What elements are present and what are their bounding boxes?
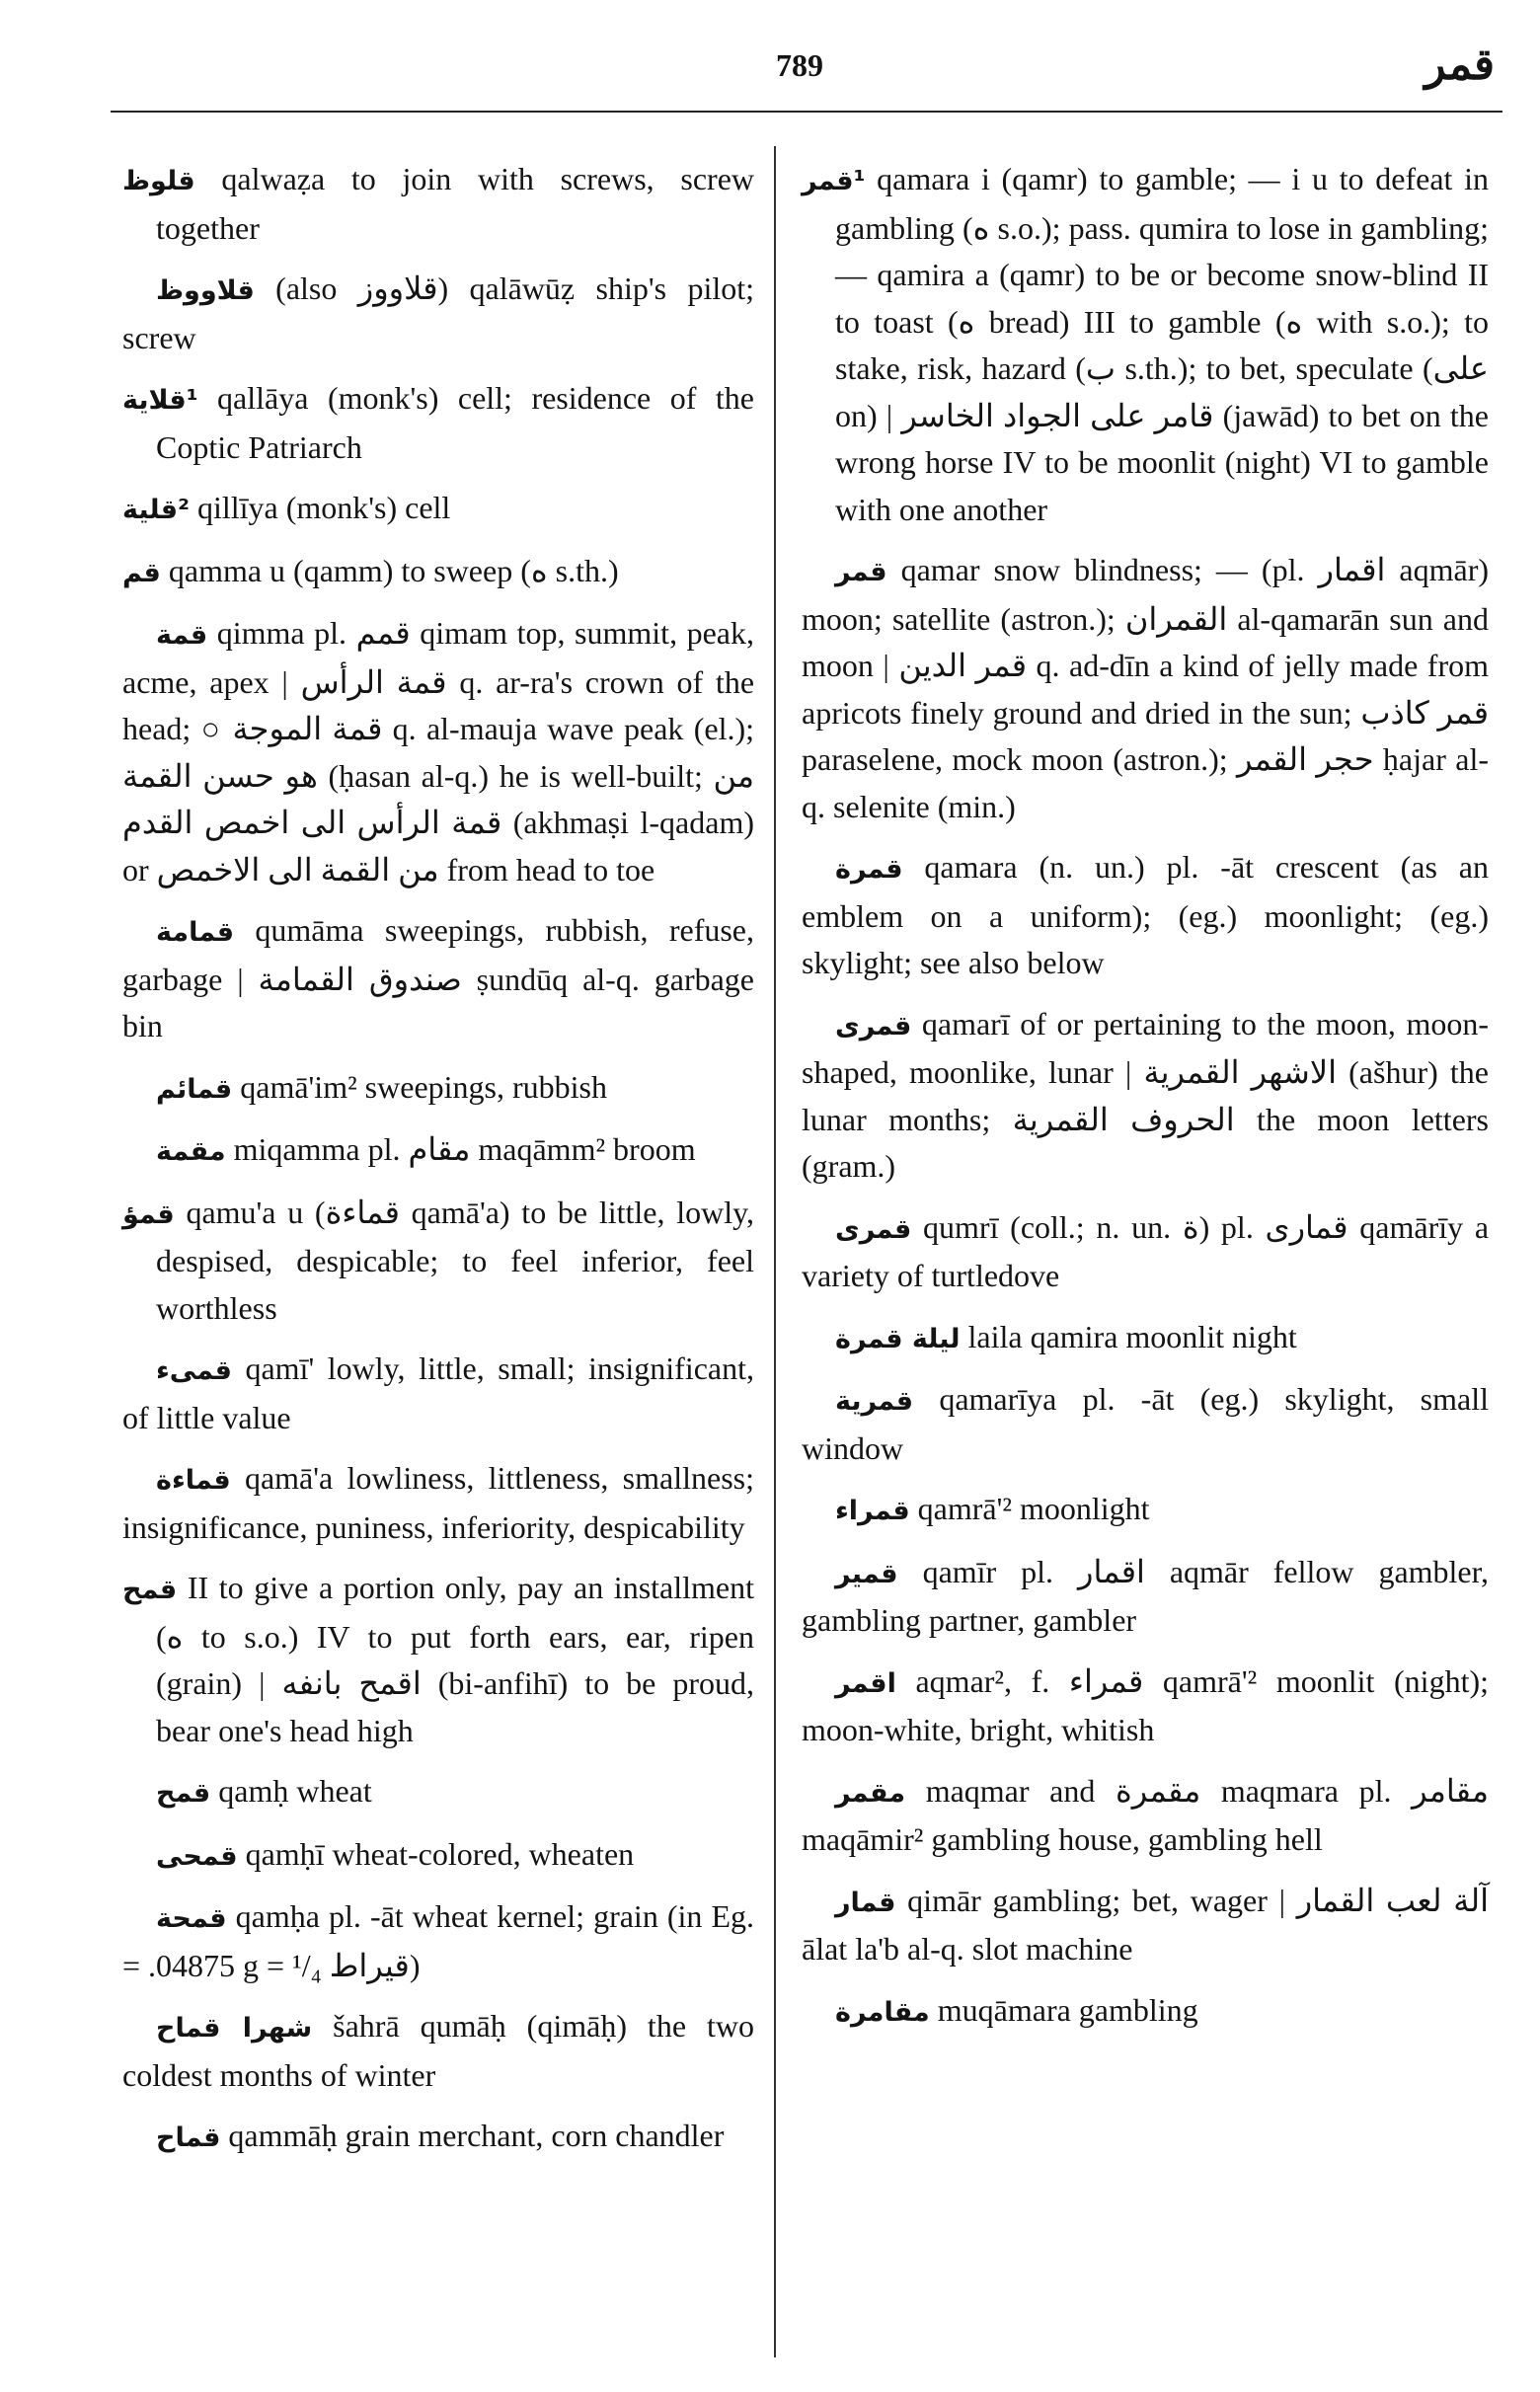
- arabic-headword: قمرة: [835, 854, 903, 885]
- arabic-headword: قمرى: [835, 1010, 912, 1042]
- arabic-headword: مقمة: [156, 1136, 226, 1167]
- arabic-headword: قمير: [835, 1558, 898, 1589]
- entry-text: II to give a portion only, pay an installment (ه to s.o.) IV to put forth ears, ear, ripen (grain) | اقمح بانفه (bi-anfihī) to be proud, bear one's head high: [156, 1570, 755, 1748]
- arabic-headword: قمراء: [835, 1496, 910, 1526]
- column-divider: [774, 146, 776, 2357]
- entry-text: qamḥ wheat: [218, 1773, 372, 1809]
- entry-text: qumāma sweepings, rubbish, refuse, garbage | صندوق القمامة ṣundūq al-q. garbage bin: [122, 912, 755, 1043]
- arabic-headword: قمامة: [156, 917, 235, 948]
- header-rule: [111, 111, 1502, 113]
- arabic-headword: قمائم: [156, 1073, 233, 1105]
- entry-text: qalwaẓa to join with screws, screw together: [156, 161, 755, 246]
- sub-entry: [122, 907, 754, 1050]
- sub-entry: [122, 1346, 754, 1441]
- entry-text: miqamma pl. مقام maqāmm² broom: [233, 1131, 696, 1167]
- entry-text: qamarīya pl. -āt (eg.) skylight, small window: [802, 1381, 1490, 1466]
- entry-text: qamrā'² moonlight: [917, 1491, 1150, 1526]
- page-number: 789: [776, 47, 823, 83]
- entry-text: qillīya (monk's) cell: [196, 490, 451, 525]
- sub-entry: [802, 1486, 1489, 1535]
- sub-entry: [122, 610, 754, 893]
- entry-text: qamarī of or pertaining to the moon, moon-shaped, moonlike, lunar | الاشهر القمرية (ašhur) the lunar months; الحروف القمرية the moon letters (gram.): [802, 1005, 1490, 1184]
- sub-entry: [122, 2113, 754, 2162]
- arabic-headword: مقامرة: [835, 1996, 930, 2028]
- arabic-headword: قمرى: [835, 1213, 912, 1245]
- sub-entry: [802, 1204, 1489, 1300]
- sub-entry: [122, 266, 754, 361]
- entry-text: aqmar², f. قمراء qamrā'² moonlit (night); moon-white, bright, whitish: [802, 1662, 1490, 1747]
- entry-text: qammāḥ grain merchant, corn chandler: [228, 2118, 725, 2153]
- sub-entry: [802, 1376, 1489, 1472]
- entry-text: qamar snow blindness; — (pl. اقمار aqmār) moon; satellite (astron.); القمران al-qamarān sun and moon | قمر الدين q. ad-dīn a kind of jelly made from apricots finely ground and dried in the sun; قمر كاذب paraselene, mock moon (astron.); حجر القمر ḥajar al-q. selenite (min.): [802, 552, 1490, 824]
- arabic-headword: قمار: [835, 1887, 896, 1918]
- arabic-headword: قمحة: [156, 1903, 227, 1934]
- arabic-headword: مقمر: [835, 1777, 906, 1809]
- entry-text: qimma pl. قمم qimam top, summit, peak, acme, apex | قمة الرأس q. ar-ra's crown of the head; ○ قمة الموجة q. al-mauja wave peak (el.); هو حسن القمة (ḥasan al-q.) he is well-built; من قمة الرأس الى اخمص القدم (akhmaṣi l-qadam) or من القمة الى الاخمص from head to toe: [122, 615, 755, 887]
- left-column: [122, 146, 754, 2176]
- arabic-headword: ²قلية: [122, 495, 190, 525]
- arabic-headword: قماءة: [156, 1465, 231, 1496]
- entry-text: qamma u (qamm) to sweep (ه s.th.): [168, 552, 619, 588]
- sub-entry: [122, 1768, 754, 1817]
- arabic-headword: ¹قمر: [802, 166, 866, 196]
- entry-text: qamā'im² sweepings, rubbish: [240, 1068, 607, 1105]
- entry-text: qamḥa pl. -āt wheat kernel; grain (in Eg. = .04875 g = ¹/₄ قيراط): [122, 1898, 755, 1983]
- sub-entry: [802, 1768, 1489, 1864]
- entry-text: qamara (n. un.) pl. -āt crescent (as an emblem on a uniform); (eg.) moonlight; (eg.) skylight; see also below: [802, 849, 1490, 980]
- right-column: [802, 146, 1489, 2049]
- entry-text: (also قلاووز) qalāwūẓ ship's pilot; screw: [122, 270, 755, 355]
- arabic-headword: قم: [122, 557, 161, 588]
- sub-entry: [802, 547, 1489, 830]
- root-entry: [122, 1190, 754, 1333]
- sub-entry: [802, 1659, 1489, 1754]
- arabic-headword: اقمر: [835, 1667, 896, 1699]
- entry-text: qamara i (qamr) to gamble; — i u to defeat in gambling (ه s.o.); pass. qumira to lose in gambling; — qamira a (qamr) to be or become snow-blind II to toast (ه bread) III to gamble (ه with s.o.); to stake, risk, hazard (ب s.th.); to bet, speculate (على on) | قامر على الجواد الخاسر (jawād) to bet on the wrong horse IV to be moonlit (night) VI to gamble with one another: [835, 161, 1490, 527]
- entry-text: maqmar and مقمرة maqmara pl. مقامر maqāmir² gambling house, gambling hell: [802, 1772, 1489, 1857]
- root-entry: [122, 375, 754, 471]
- root-entry: [802, 156, 1489, 533]
- entry-text: qamḥī wheat-colored, wheaten: [245, 1835, 635, 1872]
- entry-text: šahrā qumāḥ (qimāḥ) the two coldest months of winter: [122, 2008, 754, 2093]
- entry-text: qumrī (coll.; n. un. ة) pl. قمارى qamārīy a variety of turtledove: [802, 1208, 1490, 1293]
- entry-text: qamīr pl. اقمار aqmār fellow gambler, gambling partner, gambler: [802, 1553, 1490, 1638]
- sub-entry: [802, 1549, 1489, 1645]
- entry-text: qallāya (monk's) cell; residence of the Coptic Patriarch: [156, 380, 755, 465]
- sub-entry: [802, 844, 1489, 987]
- arabic-headword: قمؤ: [122, 1198, 175, 1230]
- root-entry: [122, 156, 754, 252]
- arabic-headword: قمة: [156, 620, 208, 651]
- entry-text: muqāmara gambling: [937, 1991, 1198, 2028]
- arabic-headword: قمرية: [835, 1386, 914, 1417]
- arabic-headword: ليلة قمرة: [835, 1323, 961, 1354]
- sub-entry: [802, 1878, 1489, 1973]
- sub-entry: [802, 1001, 1489, 1191]
- running-headword: قمر: [1424, 40, 1495, 89]
- entry-text: qamu'a u (قماءة qamā'a) to be little, lowly, despised, despicable; to feel inferior, feel worthless: [156, 1194, 755, 1326]
- sub-entry: [122, 1893, 754, 1989]
- arabic-headword: قمحى: [156, 1840, 238, 1872]
- arabic-headword: شهرا قماح: [156, 2013, 313, 2044]
- arabic-headword: قمح: [156, 1778, 211, 1809]
- sub-entry: [122, 1455, 754, 1551]
- arabic-headword: قمر: [835, 557, 887, 587]
- entry-text: laila qamira moonlit night: [967, 1318, 1297, 1354]
- entry-text: qamā'a lowliness, littleness, smallness; insignificance, puniness, inferiority, despicability: [122, 1460, 755, 1545]
- arabic-headword: قمىء: [156, 1355, 232, 1386]
- sub-entry: [122, 2003, 754, 2099]
- root-entry: [122, 548, 754, 597]
- arabic-headword: قمح: [122, 1575, 178, 1605]
- arabic-headword: قلوظ: [122, 166, 195, 196]
- sub-entry: [122, 1126, 754, 1176]
- sub-entry: [122, 1064, 754, 1114]
- arabic-headword: ¹قلاية: [122, 385, 198, 416]
- entry-text: qamī' lowly, little, small; insignificant, of little value: [122, 1350, 755, 1435]
- root-entry: [122, 1565, 754, 1754]
- arabic-headword: قلاووظ: [156, 275, 255, 306]
- sub-entry: [802, 1314, 1489, 1363]
- root-entry: [122, 485, 754, 534]
- entry-text: qimār gambling; bet, wager | آلة لعب القمار ālat la'b al-q. slot machine: [802, 1882, 1490, 1967]
- sub-entry: [122, 1831, 754, 1881]
- sub-entry: [802, 1987, 1489, 2037]
- arabic-headword: قماح: [156, 2122, 221, 2153]
